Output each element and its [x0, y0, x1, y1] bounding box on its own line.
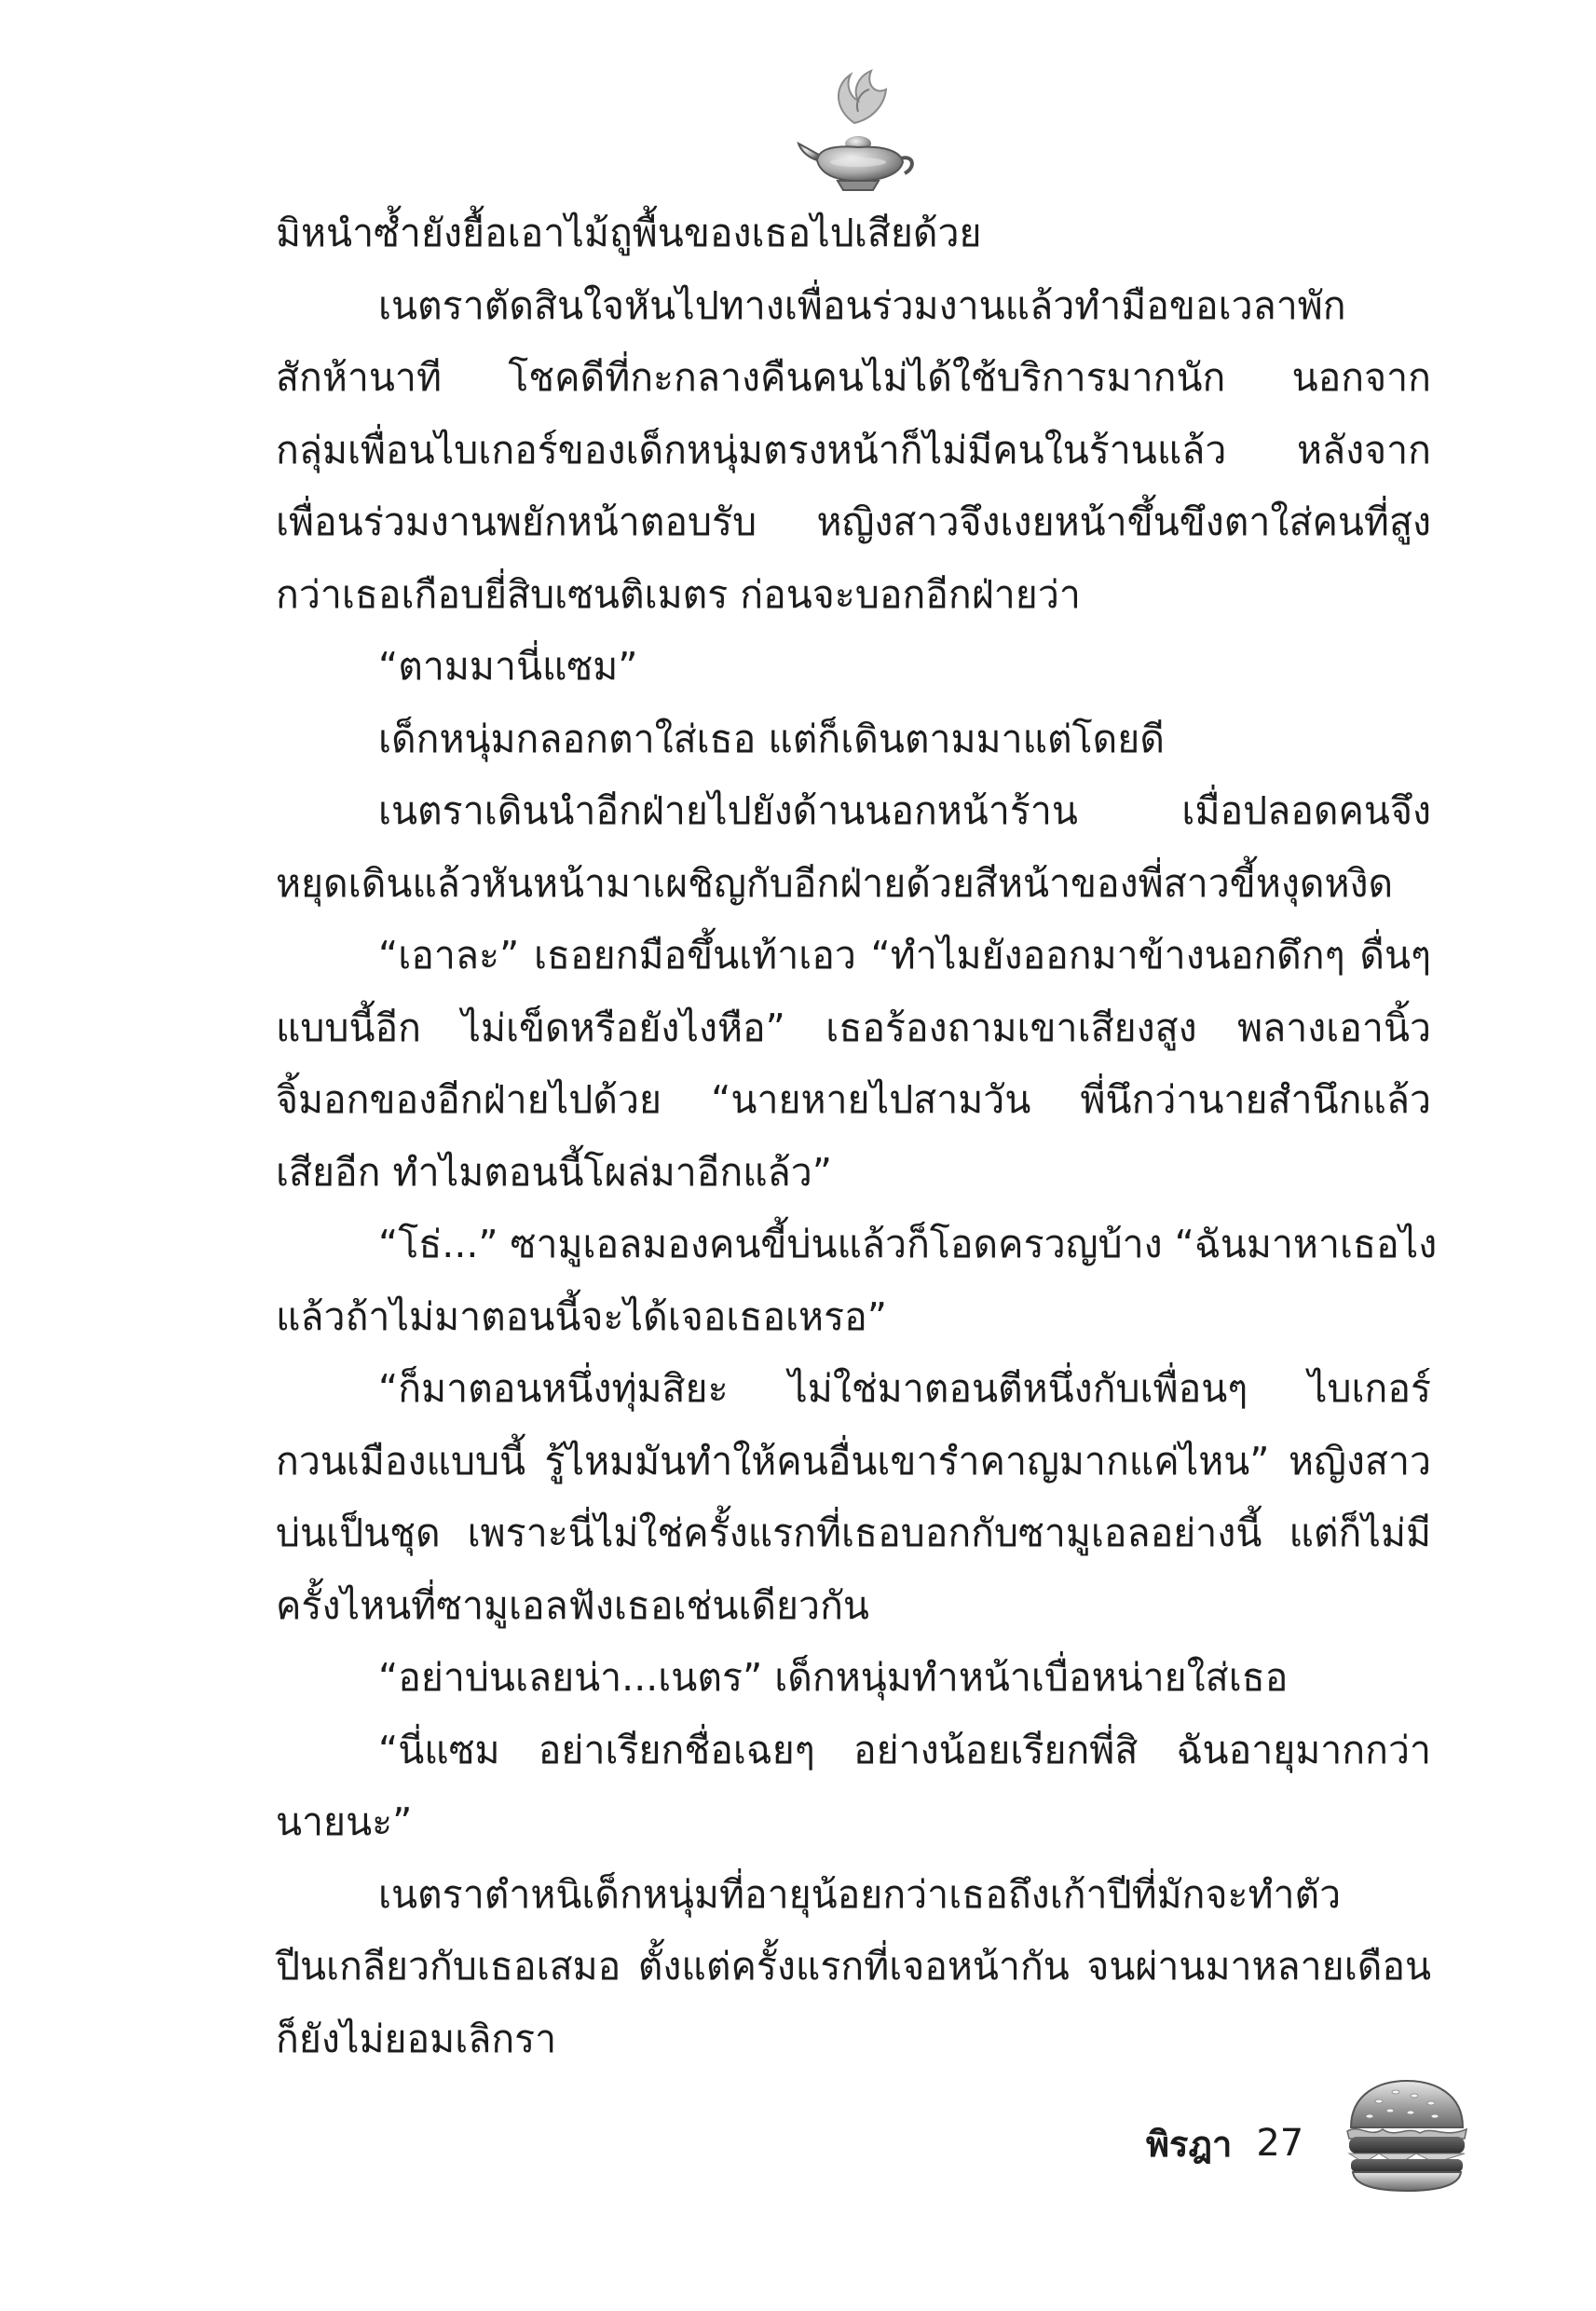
text-line: นายนะ” [276, 1799, 413, 1844]
body-text [276, 198, 1438, 2075]
text-line: ปีนเกลียวกับเธอเสมอ ตั้งแต่ครั้งแรกที่เจอหน้ากัน จนผ่านมาหลายเดือน [276, 1944, 1431, 1989]
text-line: “อย่าบ่นเลยน่า...เนตร” เด็กหนุ่มทำหน้าเบื่อหน่ายใส่เธอ [378, 1655, 1289, 1700]
text-line: จิ้มอกของอีกฝ่ายไปด้วย “นายหายไปสามวัน พี่นึกว่านายสำนึกแล้ว [276, 1077, 1431, 1122]
text-line: บ่นเป็นชุด เพราะนี่ไม่ใช่ครั้งแรกที่เธอบอกกับซามูเอลอย่างนี้ แต่ก็ไม่มี [276, 1511, 1431, 1555]
text-line: “เอาละ” เธอยกมือขึ้นเท้าเอว “ทำไมยังออกมาข้างนอกดึกๆ ดื่นๆ [378, 933, 1431, 978]
text-line: “ตามมานี่แซม” [378, 644, 638, 689]
text-line: เนตราเดินนำอีกฝ่ายไปยังด้านนอกหน้าร้าน เมื่อปลอดคนจึง [378, 788, 1431, 833]
text-line: กลุ่มเพื่อนไบเกอร์ของเด็กหนุ่มตรงหน้าก็ไม่มีคนในร้านแล้ว หลังจาก [276, 427, 1431, 472]
hamburger-icon [1342, 2073, 1472, 2195]
text-line: “ก็มาตอนหนึ่งทุ่มสิยะ ไม่ใช่มาตอนตีหนึ่งกับเพื่อนๆ ไบเกอร์ [378, 1366, 1431, 1411]
text-line: กวนเมืองแบบนี้ รู้ไหมมันทำให้คนอื่นเขารำคาญมากแค่ไหน” หญิงสาว [276, 1438, 1431, 1484]
text-line: เนตราตัดสินใจหันไปทางเพื่อนร่วมงานแล้วทำมือขอเวลาพัก [378, 282, 1346, 328]
page-number: 27 [1256, 2122, 1304, 2165]
text-line: แบบนี้อีก ไม่เข็ดหรือยังไงหือ” เธอร้องถามเขาเสียงสูง พลางเอานิ้ว [276, 1005, 1431, 1050]
text-line: เพื่อนร่วมงานพยักหน้าตอบรับ หญิงสาวจึงเงยหน้าขึ้นขึงตาใส่คนที่สูง [276, 499, 1431, 544]
text-line: ก็ยังไม่ยอมเลิกรา [276, 2016, 557, 2061]
text-line: ครั้งไหนที่ซามูเอลฟังเธอเช่นเดียวกัน [276, 1582, 869, 1628]
text-line: เด็กหนุ่มกลอกตาใส่เธอ แต่ก็เดินตามมาแต่โดยดี [378, 716, 1165, 761]
text-line: หยุดเดินแล้วหันหน้ามาเผชิญกับอีกฝ่ายด้วยสีหน้าของพี่สาวขี้หงุดหงิด [276, 860, 1394, 906]
text-line: แล้วถ้าไม่มาตอนนี้จะได้เจอเธอเหรอ” [276, 1293, 887, 1339]
text-line: “โธ่...” ซามูเอลมองคนขี้บ่นแล้วก็โอดครวญบ้าง “ฉันมาหาเธอไง [378, 1222, 1438, 1266]
text-line: มิหนำซ้ำยังยื้อเอาไม้ถูพื้นของเธอไปเสียด้วย [276, 211, 982, 255]
page-footer [1146, 2115, 1303, 2171]
text-line: เนตราตำหนิเด็กหนุ่มที่อายุน้อยกว่าเธอถึงเก้าปีที่มักจะทำตัว [378, 1871, 1342, 1917]
magic-lamp-icon [797, 58, 918, 207]
text-line: เสียอีก ทำไมตอนนี้โผล่มาอีกแล้ว” [276, 1149, 833, 1195]
text-line: สักห้านาที โชคดีที่กะกลางคืนคนไม่ได้ใช้บริการมากนัก นอกจาก [276, 355, 1431, 400]
text-line: “นี่แซม อย่าเรียกชื่อเฉยๆ อย่างน้อยเรียกพี่สิ ฉันอายุมากกว่า [378, 1727, 1431, 1772]
running-head-author: พิรฎา [1146, 2123, 1233, 2165]
text-line: กว่าเธอเกือบยี่สิบเซนติเมตร ก่อนจะบอกอีกฝ่ายว่า [276, 571, 1081, 617]
